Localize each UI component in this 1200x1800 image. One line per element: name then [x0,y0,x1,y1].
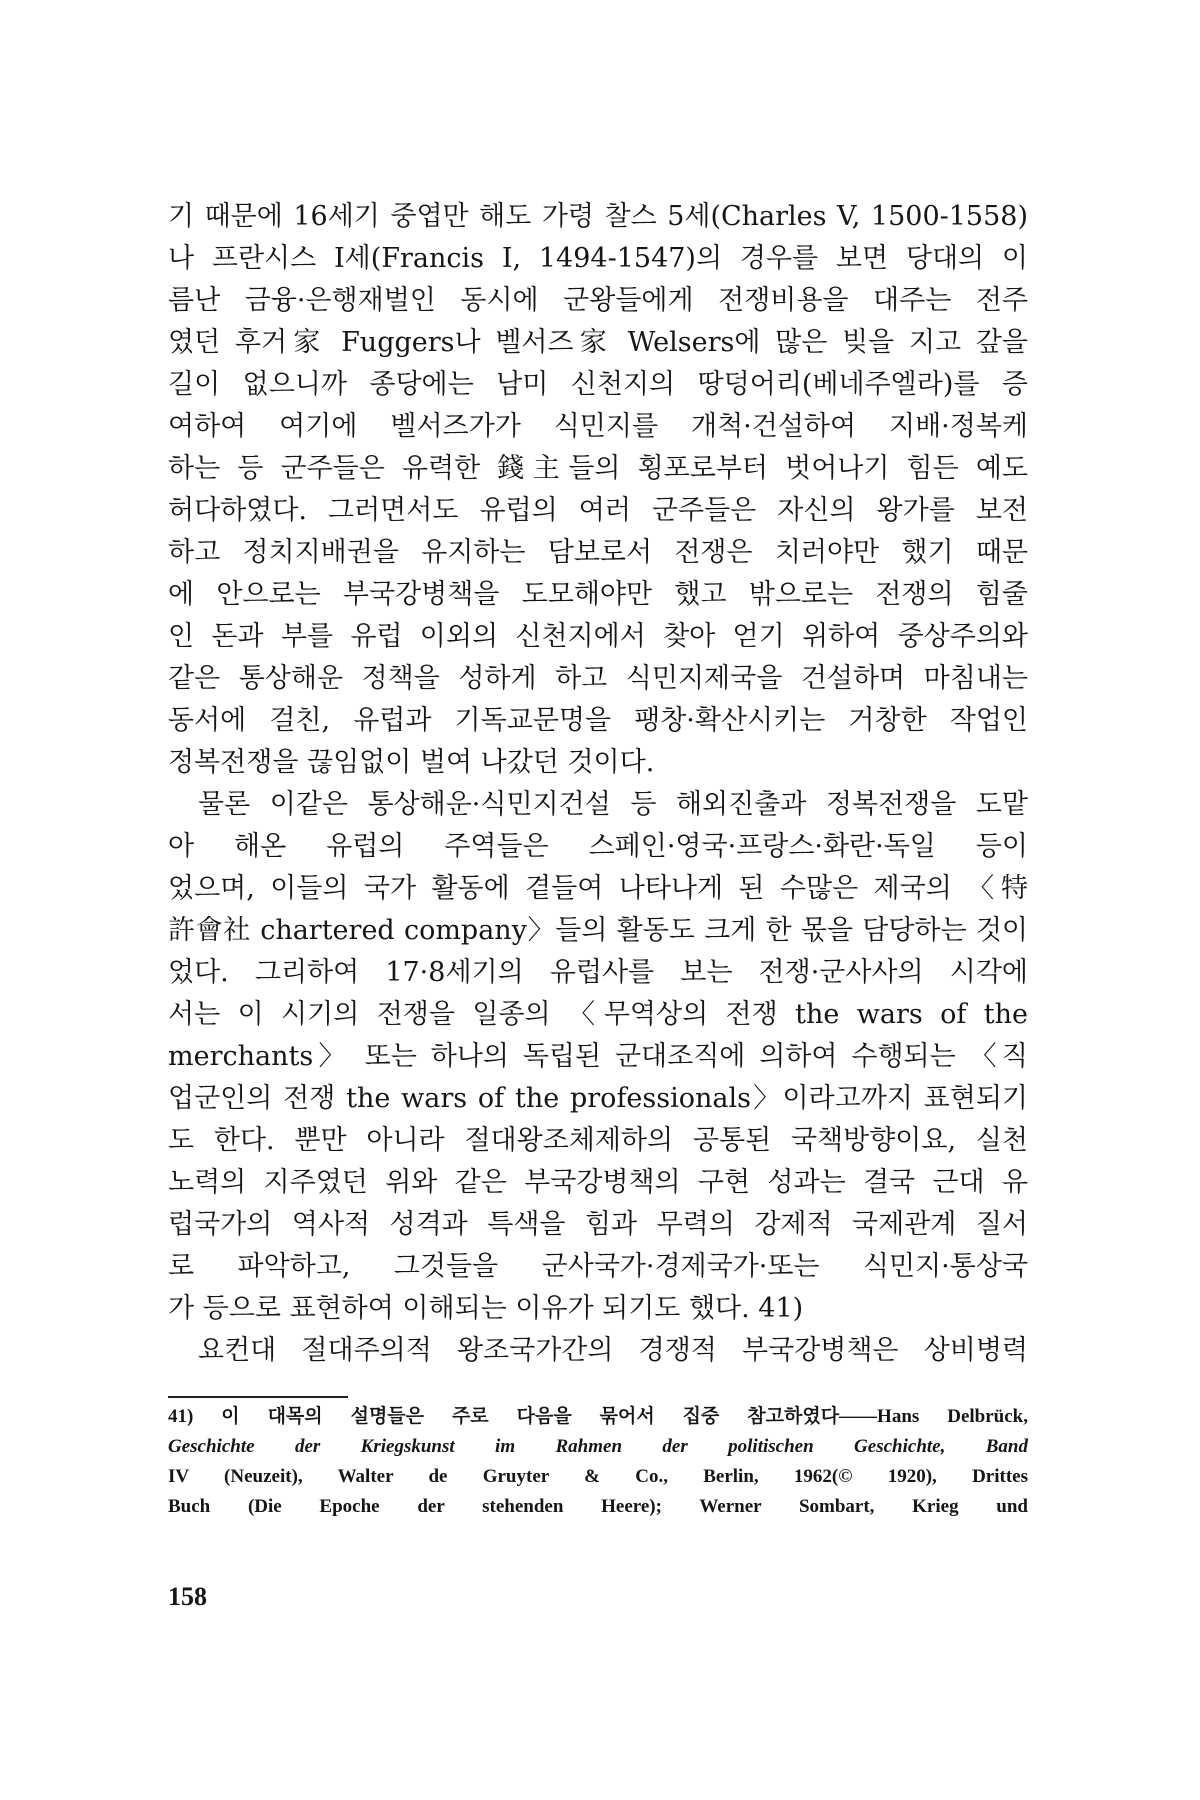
text-line: 나 프란시스 I세(Francis I, 1494-1547)의 경우를 보면 당대의 이 [168,243,1028,274]
text-line: 였던 후거家 Fuggers나 벨서즈家 Welsers에 많은 빚을 지고 갚을 [168,327,1028,358]
text-line: 럽국가의 역사적 성격과 특색을 힘과 무력의 강제적 국제관계 질서 [168,1209,1028,1240]
main-text [168,196,1028,1372]
text-line: 업군인의 전쟁 the wars of the professionals〉이라고까지 표현되기 [168,1083,1028,1114]
text-line: 같은 통상해운 정책을 성하게 하고 식민지제국을 건설하며 마침내는 [168,663,1028,694]
text-line: merchants〉 또는 하나의 독립된 군대조직에 의하여 수행되는 〈직 [168,1041,1028,1072]
text-line: 동서에 걸친, 유럽과 기독교문명을 팽창·확산시키는 거창한 작업인 [168,705,1028,736]
text-line: 노력의 지주였던 위와 같은 부국강병책의 구현 성과는 결국 근대 유 [168,1167,1028,1198]
page-number: 158 [168,1582,207,1611]
text-line: 로 파악하고, 그것들을 군사국가·경제국가·또는 식민지·통상국 [168,1251,1028,1282]
footnote-line: Geschichte der Kriegskunst im Rahmen der politischen Geschichte, Band [168,1436,1028,1457]
paragraph-start-line: 물론 이같은 통상해운·식민지건설 등 해외진출과 정복전쟁을 도맡 [198,789,1028,820]
text-line: 었으며, 이들의 국가 활동에 곁들여 나타나게 된 수많은 제국의 〈特 [168,873,1028,904]
text-line: 하는 등 군주들은 유력한 錢主들의 횡포로부터 벗어나기 힘든 예도 [168,453,1028,484]
footnote-line: 41) 이 대목의 설명들은 주로 다음을 묶어서 집중 참고하였다——Hans Delbrück, [168,1406,1028,1427]
paragraph-start-line: 요컨대 절대주의적 왕조국가간의 경쟁적 부국강병책은 상비병력 [198,1335,1028,1366]
text-line: 여하여 여기에 벨서즈가가 식민지를 개척·건설하여 지배·정복케 [168,411,1028,442]
text-line: 하고 정치지배권을 유지하는 담보로서 전쟁은 치러야만 했기 때문 [168,537,1028,568]
text-line: 름난 금융·은행재벌인 동시에 군왕들에게 전쟁비용을 대주는 전주 [168,285,1028,316]
footnote-line: Buch (Die Epoche der stehenden Heere); Werner Sombart, Krieg und [168,1496,1028,1517]
footnote-block [168,1402,1028,1522]
text-line: 허다하였다. 그러면서도 유럽의 여러 군주들은 자신의 왕가를 보전 [168,495,1028,526]
text-line: 길이 없으니까 종당에는 남미 신천지의 땅덩어리(베네주엘라)를 증 [168,369,1028,400]
footnote-divider [168,1396,348,1398]
text-line: 도 한다. 뿐만 아니라 절대왕조체제하의 공통된 국책방향이요, 실천 [168,1125,1028,1156]
text-line: 가 등으로 표현하여 이해되는 이유가 되기도 했다. 41) [168,1293,804,1324]
text-line: 었다. 그리하여 17·8세기의 유럽사를 보는 전쟁·군사사의 시각에 [168,957,1028,988]
text-line: 許會社 chartered company〉들의 활동도 크게 한 몫을 담당하는 것이 [168,915,1028,946]
text-line: 기 때문에 16세기 중엽만 해도 가령 찰스 5세(Charles V, 1500-1558) [168,201,1028,232]
text-line: 서는 이 시기의 전쟁을 일종의 〈무역상의 전쟁 the wars of the [168,999,1028,1030]
footnote-line: IV (Neuzeit), Walter de Gruyter & Co., Berlin, 1962(© 1920), Drittes [168,1466,1028,1487]
text-line: 에 안으로는 부국강병책을 도모해야만 했고 밖으로는 전쟁의 힘줄 [168,579,1028,610]
text-line: 아 해온 유럽의 주역들은 스페인·영국·프랑스·화란·독일 등이 [168,831,1028,862]
text-line: 인 돈과 부를 유럽 이외의 신천지에서 찾아 얻기 위하여 중상주의와 [168,621,1028,652]
text-line: 정복전쟁을 끊임없이 벌여 나갔던 것이다. [168,747,655,778]
